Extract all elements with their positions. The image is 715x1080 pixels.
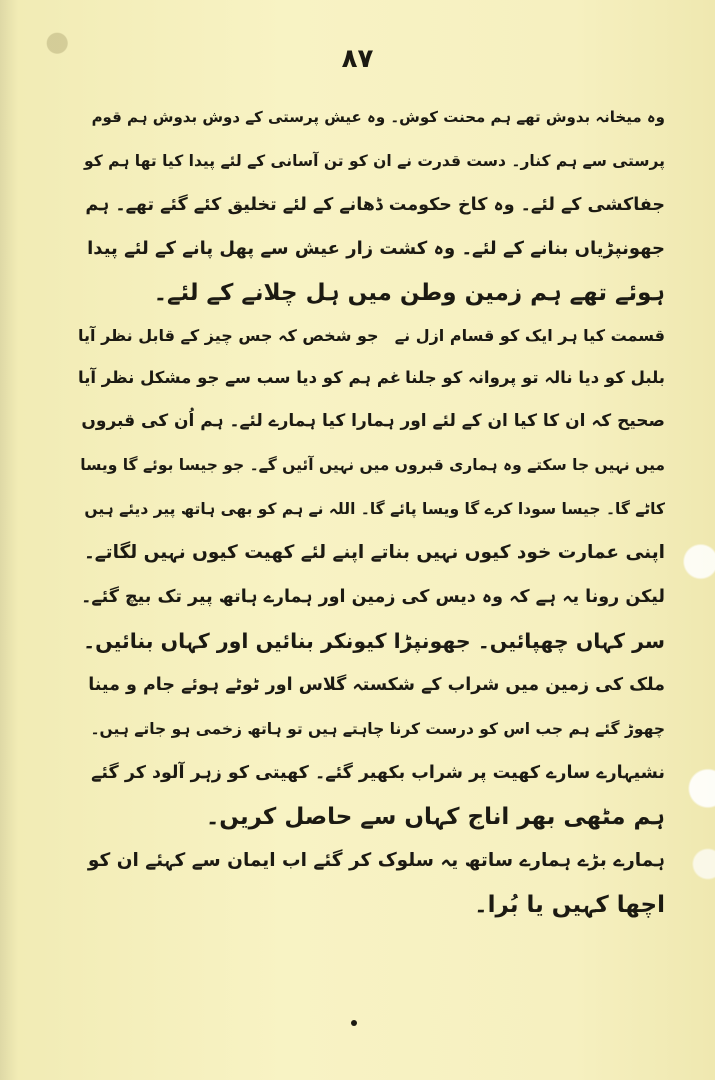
text-line: صحیح کہ ان کا کیا ان کے لئے اور ہمارا کیا ہمارے لئے۔ ہم اُن کی قبروں [81,411,665,431]
text-line: ہمارے بڑے ہمارے ساتھ یہ سلوک کر گئے اب ایمان سے کہئے ان کو [87,850,665,871]
verse-line [78,357,665,399]
text-line: کاٹے گا۔ جیسا سودا کرے گا ویسا پائے گا۔ اللہ نے ہم کو بھی ہاتھ پیر دیئے ہیں [84,500,665,518]
ink-dot [351,1020,357,1026]
text-line: وہ میخانہ بدوش تھے ہم محنت کوش۔ وہ عیش پرستی کے دوش بدوش ہم قوم [91,108,665,126]
verse-left-hemistich: غم ہم کو دیا سب سے جو مشکل نظر آیا [78,368,402,387]
verse-line [78,315,665,357]
verse-couplet [78,315,665,399]
paragraph-4 [78,663,665,839]
text-line: جھونپڑیاں بنانے کے لئے۔ وہ کشت زار عیش سے پھل پانے کے لئے پیدا [87,238,665,259]
paragraph-1 [78,95,665,315]
text-line: میں نہیں جا سکتے وہ ہماری قبروں میں نہیں آئیں گے۔ جو جیسا بوئے گا ویسا [80,456,665,474]
page-number: ۸۷ [341,44,374,74]
verse-left-hemistich: جو شخص کہ جس چیز کے قابل نظر آیا [78,326,379,345]
paragraph-2 [78,399,665,575]
page-content [78,95,665,927]
text-line: سر کہاں چھپائیں۔ جھونپڑا کیونکر بنائیں اور کہاں بنائیں۔ [83,629,665,653]
paragraph-5 [78,839,665,927]
verse-right-hemistich: بلبل کو دیا نالہ تو پروانہ کو جلنا [405,368,665,387]
text-line: ہوئے تھے ہم زمین وطن میں ہل چلانے کے لئے۔ [153,280,665,306]
text-line: پرستی سے ہم کنار۔ دست قدرت نے ان کو تن آسانی کے لئے پیدا کیا تھا ہم کو [84,152,665,170]
text-line: جفاکشی کے لئے۔ وہ کاخ حکومت ڈھانے کے لئے تخلیق کئے گئے تھے۔ ہم [85,195,665,215]
text-line: ہم مٹھی بھر اناج کہاں سے حاصل کریں۔ [205,804,665,830]
text-line: اچھا کہیں یا بُرا۔ [474,892,665,918]
text-line: اپنی عمارت خود کیوں نہیں بناتے اپنے لئے کھیت کیوں نہیں لگاتے۔ [83,542,665,563]
paragraph-3 [78,575,665,663]
page-edge-shadow [0,0,18,1080]
text-line: نشیہارے سارے کھیت پر شراب بکھیر گئے۔ کھیتی کو زہر آلود کر گئے [91,763,665,783]
verse-right-hemistich: قسمت کیا ہر ایک کو قسام ازل نے [394,326,665,345]
text-line: ملک کی زمین میں شراب کے شکستہ گلاس اور ٹوٹے ہوئے جام و مینا [88,675,665,695]
text-line: چھوڑ گئے ہم جب اس کو درست کرنا چاہتے ہیں تو ہاتھ زخمی ہو جاتے ہیں۔ [90,720,665,738]
text-line: لیکن رونا یہ ہے کہ وہ دیس کی زمین اور ہمارے ہاتھ پیر تک بیچ گئے۔ [81,587,665,607]
